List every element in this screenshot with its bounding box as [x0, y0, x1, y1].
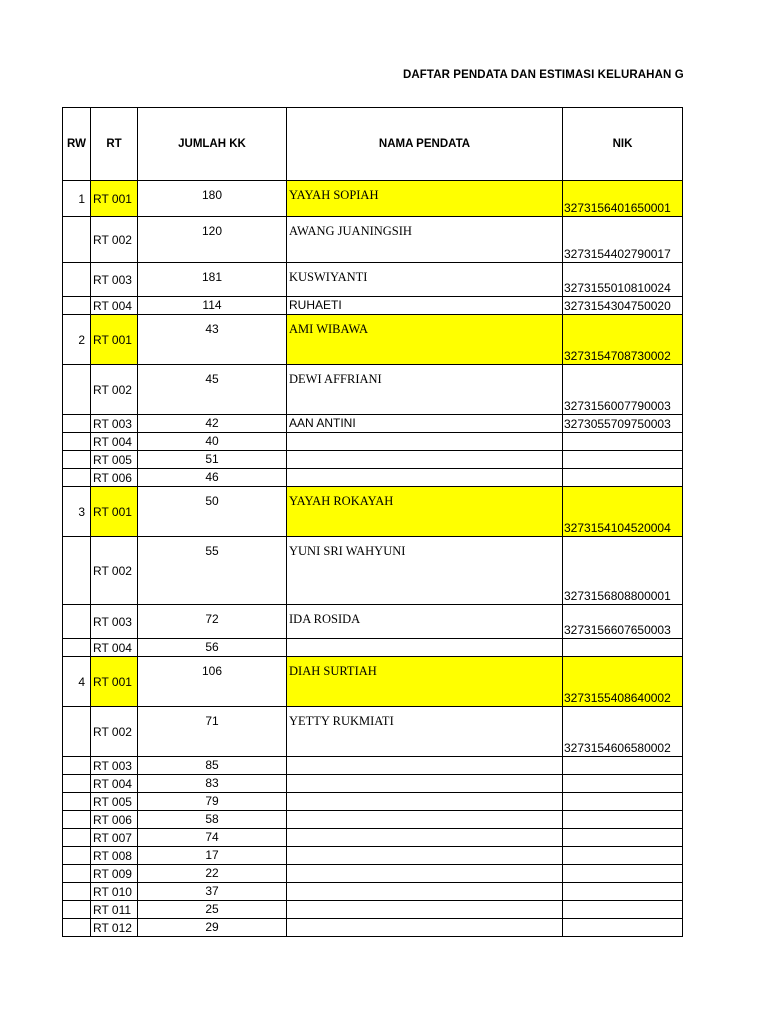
jumlah-kk-cell: 43	[138, 315, 287, 365]
nama-pendata-cell	[287, 469, 563, 487]
rt-cell: RT 001	[91, 487, 138, 537]
table-row	[63, 919, 683, 937]
jumlah-kk-cell: 180	[138, 181, 287, 217]
nama-pendata-cell: AAN ANTINI	[287, 415, 563, 433]
nik-cell	[563, 775, 683, 793]
table-row	[63, 433, 683, 451]
rw-cell	[63, 865, 91, 883]
rw-cell	[63, 883, 91, 901]
nama-pendata-cell: IDA ROSIDA	[287, 605, 563, 639]
jumlah-kk-cell: 46	[138, 469, 287, 487]
table-row	[63, 639, 683, 657]
nama-pendata-cell	[287, 883, 563, 901]
rt-cell: RT 004	[91, 775, 138, 793]
pendata-table	[62, 107, 683, 937]
rw-cell	[63, 919, 91, 937]
table-row	[63, 829, 683, 847]
table-row	[63, 217, 683, 263]
rt-cell: RT 004	[91, 297, 138, 315]
nik-cell	[563, 793, 683, 811]
rt-cell: RT 003	[91, 605, 138, 639]
jumlah-kk-cell: 74	[138, 829, 287, 847]
nama-pendata-cell: AWANG JUANINGSIH	[287, 217, 563, 263]
nik-cell: 3273055709750003	[563, 415, 683, 433]
document-title: DAFTAR PENDATA DAN ESTIMASI KELURAHAN G	[403, 69, 684, 81]
rw-cell	[63, 829, 91, 847]
rt-cell: RT 009	[91, 865, 138, 883]
rt-cell: RT 003	[91, 415, 138, 433]
jumlah-kk-cell: 106	[138, 657, 287, 707]
jumlah-kk-cell: 58	[138, 811, 287, 829]
table-row	[63, 883, 683, 901]
nama-pendata-cell: YETTY RUKMIATI	[287, 707, 563, 757]
rt-cell: RT 004	[91, 639, 138, 657]
rt-cell: RT 010	[91, 883, 138, 901]
nik-cell: 3273154708730002	[563, 315, 683, 365]
jumlah-kk-cell: 51	[138, 451, 287, 469]
jumlah-kk-cell: 55	[138, 537, 287, 605]
nama-pendata-cell: YUNI SRI WAHYUNI	[287, 537, 563, 605]
rt-cell: RT 002	[91, 365, 138, 415]
table-row	[63, 415, 683, 433]
nama-pendata-cell: YAYAH SOPIAH	[287, 181, 563, 217]
rt-cell: RT 001	[91, 657, 138, 707]
table-row	[63, 657, 683, 707]
rt-cell: RT 001	[91, 315, 138, 365]
nik-cell: 3273155010810024	[563, 263, 683, 297]
rw-cell	[63, 469, 91, 487]
rw-cell	[63, 847, 91, 865]
nama-pendata-cell	[287, 829, 563, 847]
rw-cell	[63, 365, 91, 415]
nik-cell: 3273154104520004	[563, 487, 683, 537]
rw-cell	[63, 639, 91, 657]
rw-cell	[63, 605, 91, 639]
table-row	[63, 451, 683, 469]
jumlah-kk-cell: 85	[138, 757, 287, 775]
table-row	[63, 847, 683, 865]
rw-cell	[63, 433, 91, 451]
nik-cell	[563, 901, 683, 919]
nama-pendata-cell	[287, 775, 563, 793]
rw-cell	[63, 793, 91, 811]
nama-pendata-cell: DIAH SURTIAH	[287, 657, 563, 707]
rt-cell: RT 008	[91, 847, 138, 865]
jumlah-kk-cell: 181	[138, 263, 287, 297]
header-nama-pendata: NAMA PENDATA	[287, 108, 563, 181]
rw-cell	[63, 415, 91, 433]
rw-cell	[63, 217, 91, 263]
nama-pendata-cell	[287, 433, 563, 451]
rw-cell: 2	[63, 315, 91, 365]
rt-cell: RT 003	[91, 757, 138, 775]
table-row	[63, 865, 683, 883]
nik-cell	[563, 469, 683, 487]
table-row	[63, 297, 683, 315]
rt-cell: RT 001	[91, 181, 138, 217]
jumlah-kk-cell: 29	[138, 919, 287, 937]
table-row	[63, 365, 683, 415]
nik-cell	[563, 639, 683, 657]
header-rw: RW	[63, 108, 91, 181]
table-row	[63, 537, 683, 605]
rw-cell: 4	[63, 657, 91, 707]
rt-cell: RT 002	[91, 217, 138, 263]
table-row	[63, 487, 683, 537]
jumlah-kk-cell: 79	[138, 793, 287, 811]
nama-pendata-cell	[287, 847, 563, 865]
jumlah-kk-cell: 71	[138, 707, 287, 757]
jumlah-kk-cell: 37	[138, 883, 287, 901]
nik-cell	[563, 919, 683, 937]
nama-pendata-cell: DEWI AFFRIANI	[287, 365, 563, 415]
table-row	[63, 605, 683, 639]
rt-cell: RT 006	[91, 811, 138, 829]
nik-cell: 3273155408640002	[563, 657, 683, 707]
rt-cell: RT 004	[91, 433, 138, 451]
jumlah-kk-cell: 42	[138, 415, 287, 433]
table-row	[63, 811, 683, 829]
rt-cell: RT 005	[91, 793, 138, 811]
header-jumlah-kk: JUMLAH KK	[138, 108, 287, 181]
nik-cell	[563, 757, 683, 775]
nama-pendata-cell	[287, 811, 563, 829]
jumlah-kk-cell: 56	[138, 639, 287, 657]
nik-cell	[563, 847, 683, 865]
rt-cell: RT 002	[91, 707, 138, 757]
jumlah-kk-cell: 83	[138, 775, 287, 793]
nama-pendata-cell: AMI WIBAWA	[287, 315, 563, 365]
table-row	[63, 315, 683, 365]
nik-cell: 3273156401650001	[563, 181, 683, 217]
nama-pendata-cell: YAYAH ROKAYAH	[287, 487, 563, 537]
rt-cell: RT 003	[91, 263, 138, 297]
nama-pendata-cell: RUHAETI	[287, 297, 563, 315]
nik-cell: 3273154402790017	[563, 217, 683, 263]
nik-cell	[563, 883, 683, 901]
nama-pendata-cell	[287, 793, 563, 811]
jumlah-kk-cell: 50	[138, 487, 287, 537]
nik-cell	[563, 433, 683, 451]
jumlah-kk-cell: 40	[138, 433, 287, 451]
jumlah-kk-cell: 114	[138, 297, 287, 315]
jumlah-kk-cell: 45	[138, 365, 287, 415]
rw-cell	[63, 811, 91, 829]
table-row	[63, 793, 683, 811]
nama-pendata-cell	[287, 757, 563, 775]
nama-pendata-cell	[287, 865, 563, 883]
table-row	[63, 707, 683, 757]
nik-cell: 3273154606580002	[563, 707, 683, 757]
nik-cell: 3273156607650003	[563, 605, 683, 639]
nik-cell	[563, 451, 683, 469]
nik-cell	[563, 829, 683, 847]
nik-cell	[563, 811, 683, 829]
rw-cell: 3	[63, 487, 91, 537]
rw-cell	[63, 537, 91, 605]
jumlah-kk-cell: 22	[138, 865, 287, 883]
rw-cell	[63, 757, 91, 775]
table-row	[63, 469, 683, 487]
nik-cell: 3273156007790003	[563, 365, 683, 415]
nik-cell: 3273154304750020	[563, 297, 683, 315]
jumlah-kk-cell: 25	[138, 901, 287, 919]
header-nik: NIK	[563, 108, 683, 181]
table-row	[63, 263, 683, 297]
jumlah-kk-cell: 120	[138, 217, 287, 263]
table-row	[63, 901, 683, 919]
nik-cell	[563, 865, 683, 883]
nama-pendata-cell: KUSWIYANTI	[287, 263, 563, 297]
rw-cell	[63, 263, 91, 297]
rw-cell: 1	[63, 181, 91, 217]
jumlah-kk-cell: 17	[138, 847, 287, 865]
header-rt: RT	[91, 108, 138, 181]
rt-cell: RT 007	[91, 829, 138, 847]
rw-cell	[63, 451, 91, 469]
rt-cell: RT 002	[91, 537, 138, 605]
table-row	[63, 181, 683, 217]
table-row	[63, 775, 683, 793]
rt-cell: RT 011	[91, 901, 138, 919]
rt-cell: RT 005	[91, 451, 138, 469]
rw-cell	[63, 901, 91, 919]
nama-pendata-cell	[287, 639, 563, 657]
table-row	[63, 757, 683, 775]
rw-cell	[63, 297, 91, 315]
rw-cell	[63, 707, 91, 757]
header-row	[63, 108, 683, 181]
rt-cell: RT 012	[91, 919, 138, 937]
jumlah-kk-cell: 72	[138, 605, 287, 639]
nama-pendata-cell	[287, 901, 563, 919]
rt-cell: RT 006	[91, 469, 138, 487]
nik-cell: 3273156808800001	[563, 537, 683, 605]
nama-pendata-cell	[287, 919, 563, 937]
rw-cell	[63, 775, 91, 793]
nama-pendata-cell	[287, 451, 563, 469]
